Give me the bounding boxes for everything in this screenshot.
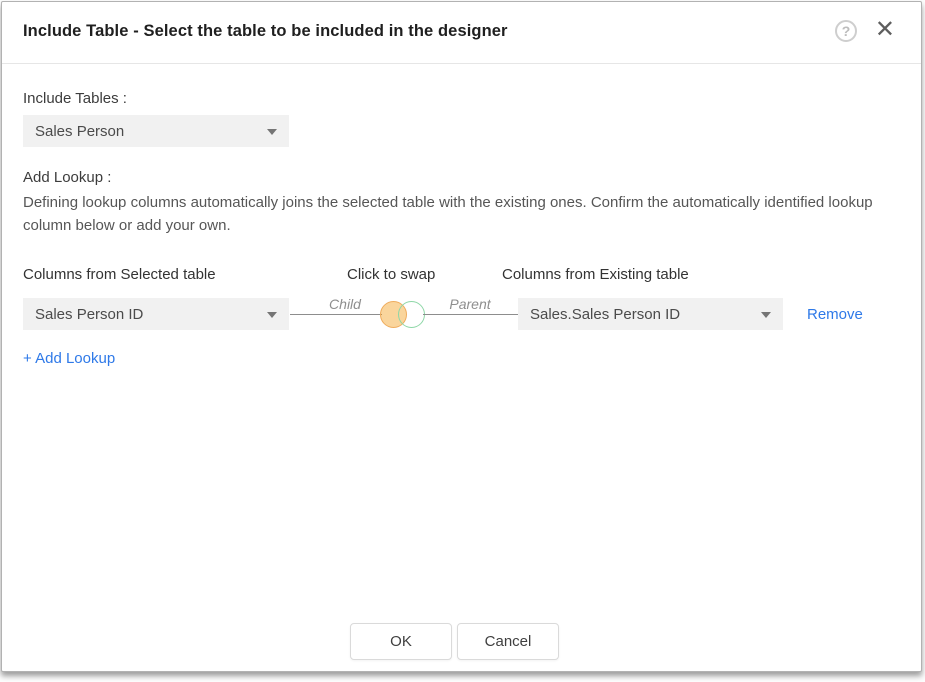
help-icon-glyph: ? [841, 23, 851, 39]
add-lookup-link[interactable]: + Add Lookup [23, 350, 116, 367]
click-to-swap-header: Click to swap [347, 266, 436, 283]
selected-column-dropdown[interactable] [23, 298, 289, 330]
add-lookup-description: Defining lookup columns automatically joins the selected table with the existing ones. Confirm the automatically identified lookup column below or add your own. [23, 194, 873, 234]
chevron-down-icon [267, 312, 277, 318]
add-lookup-label: Add Lookup : [23, 169, 112, 186]
close-icon[interactable]: ✕ [874, 16, 895, 43]
parent-label: Parent [449, 296, 491, 312]
cancel-button[interactable]: Cancel [457, 623, 559, 660]
swap-toggle[interactable] [380, 301, 426, 329]
include-table-dialog [1, 1, 922, 672]
header-divider [2, 63, 921, 64]
connector-line-right [423, 314, 518, 315]
parent-circle-icon [398, 301, 425, 328]
chevron-down-icon [761, 312, 771, 318]
chevron-down-icon [267, 129, 277, 135]
remove-lookup-link[interactable]: Remove [807, 306, 863, 323]
dialog-title: Include Table - Select the table to be included in the designer [23, 22, 508, 40]
existing-column-dropdown[interactable] [518, 298, 783, 330]
selected-table-column-header: Columns from Selected table [23, 266, 216, 283]
include-tables-value: Sales Person [35, 122, 125, 140]
include-tables-dropdown[interactable] [23, 115, 289, 147]
existing-column-value: Sales.Sales Person ID [530, 305, 681, 323]
help-icon[interactable] [835, 20, 857, 42]
selected-column-value: Sales Person ID [35, 305, 144, 323]
child-label: Child [329, 296, 361, 312]
connector-line-left [290, 314, 382, 315]
existing-table-column-header: Columns from Existing table [502, 266, 689, 283]
ok-button[interactable]: OK [350, 623, 452, 660]
include-tables-label: Include Tables : [23, 90, 127, 107]
dialog-header [2, 2, 921, 63]
